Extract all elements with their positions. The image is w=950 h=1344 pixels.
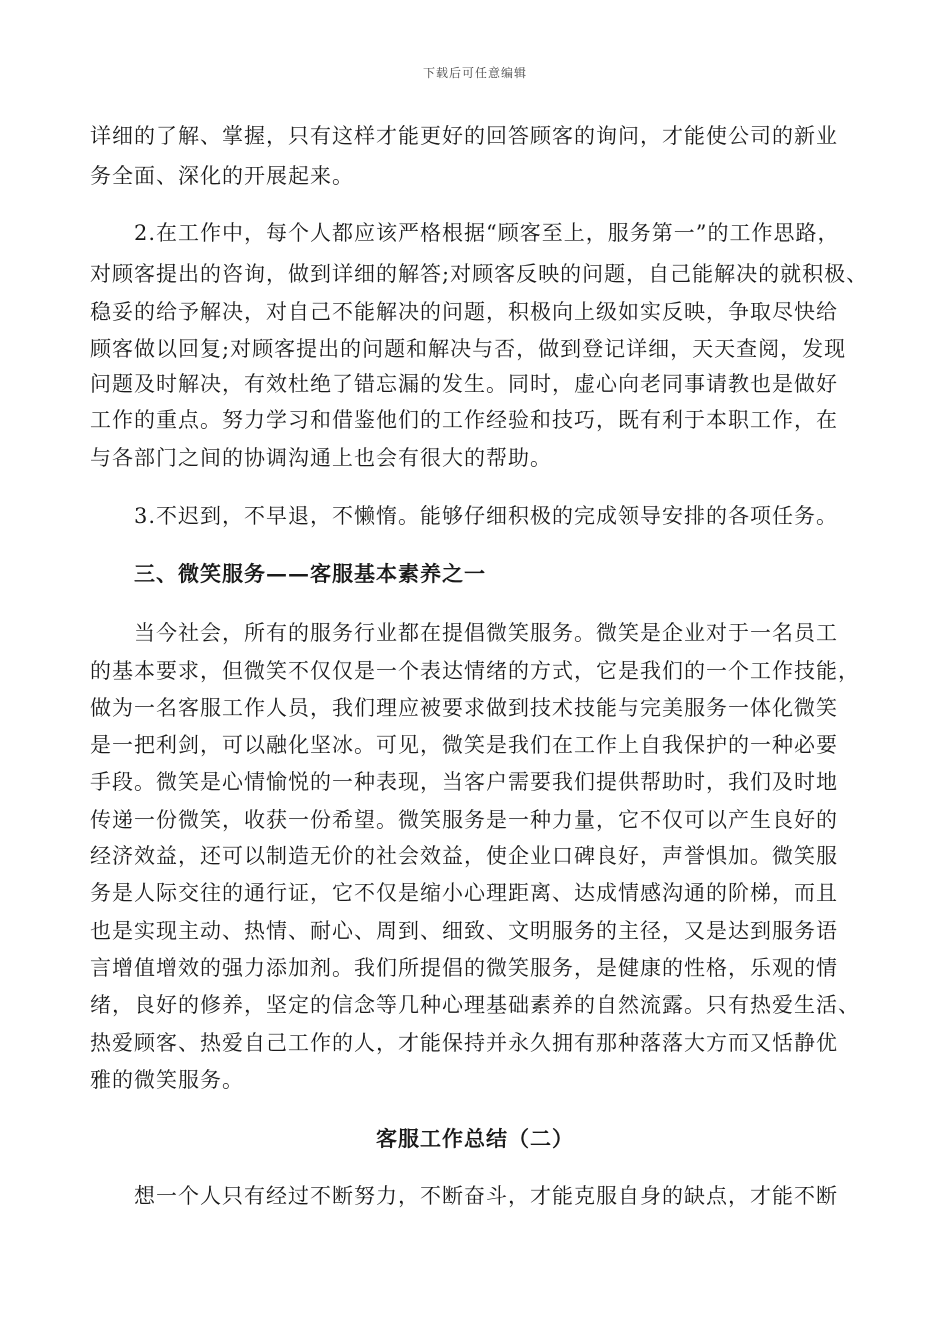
paragraph-line: 言增值增效的强力添加剂。我们所提倡的微笑服务，是健康的性格，乐观的情 xyxy=(90,956,838,980)
paragraph-line: 与各部门之间的协调沟通上也会有很大的帮助。 xyxy=(90,446,552,470)
paragraph-line: 务是人际交往的通行证，它不仅是缩小心理距离、达成情感沟通的阶梯，而且 xyxy=(90,881,838,905)
paragraph-line: 是一把利剑，可以融化坚冰。可见，微笑是我们在工作上自我保护的一种必要 xyxy=(90,733,838,757)
paragraph-line: 顾客做以回复;对顾客提出的问题和解决与否，做到登记详细，天天查阅，发现 xyxy=(90,337,847,361)
paragraph-line: 做为一名客服工作人员，我们理应被要求做到技术技能与完美服务一体化微笑 xyxy=(90,696,838,720)
paragraph-line: 手段。微笑是心情愉悦的一种表现，当客户需要我们提供帮助时，我们及时地 xyxy=(90,770,838,794)
paragraph-line: 当今社会，所有的服务行业都在提倡微笑服务。微笑是企业对于一名员工 xyxy=(134,621,838,645)
paragraph-line: 稳妥的给予解决，对自己不能解决的问题，积极向上级如实反映，争取尽快给 xyxy=(90,300,838,324)
paragraph-line: 务全面、深化的开展起来。 xyxy=(90,164,354,188)
paragraph-line: 2.在工作中，每个人都应该严格根据“顾客至上，服务第一”的工作思路， xyxy=(134,221,840,245)
paragraph-line: 想一个人只有经过不断努力，不断奋斗，才能克服自身的缺点，才能不断 xyxy=(134,1184,838,1208)
header-note: 下载后可任意编辑 xyxy=(422,66,527,80)
document-title: 客服工作总结（二） xyxy=(376,1126,574,1151)
paragraph-line: 绪，良好的修养，坚定的信念等几种心理基础素养的自然流露。只有热爱生活、 xyxy=(90,993,860,1017)
paragraph-line: 详细的了解、掌握，只有这样才能更好的回答顾客的询问，才能使公司的新业 xyxy=(90,124,838,148)
paragraph-line: 雅的微笑服务。 xyxy=(90,1068,244,1092)
section-heading: 三、微笑服务——客服基本素养之一 xyxy=(134,561,486,586)
paragraph-line: 热爱顾客、热爱自己工作的人，才能保持并永久拥有那种落落大方而又恬静优 xyxy=(90,1031,838,1055)
paragraph-line: 传递一份微笑，收获一份希望。微笑服务是一种力量，它不仅可以产生良好的 xyxy=(90,808,838,832)
paragraph-line: 工作的重点。努力学习和借鉴他们的工作经验和技巧，既有利于本职工作，在 xyxy=(90,408,838,432)
paragraph-line: 也是实现主动、热情、耐心、周到、细致、文明服务的主径，又是达到服务语 xyxy=(90,919,838,943)
paragraph-line: 经济效益，还可以制造无价的社会效益，使企业口碑良好，声誉惧加。微笑服 xyxy=(90,844,838,868)
paragraph-line: 问题及时解决，有效杜绝了错忘漏的发生。同时，虚心向老同事请教也是做好 xyxy=(90,372,838,396)
paragraph-line: 对顾客提出的咨询，做到详细的解答;对顾客反映的问题，自己能解决的就积极、 xyxy=(90,262,869,286)
paragraph-line: 的基本要求，但微笑不仅仅是一个表达情绪的方式，它是我们的一个工作技能， xyxy=(90,659,860,683)
paragraph-line: 3.不迟到，不早退，不懒惰。能够仔细积极的完成领导安排的各项任务。 xyxy=(134,504,839,528)
